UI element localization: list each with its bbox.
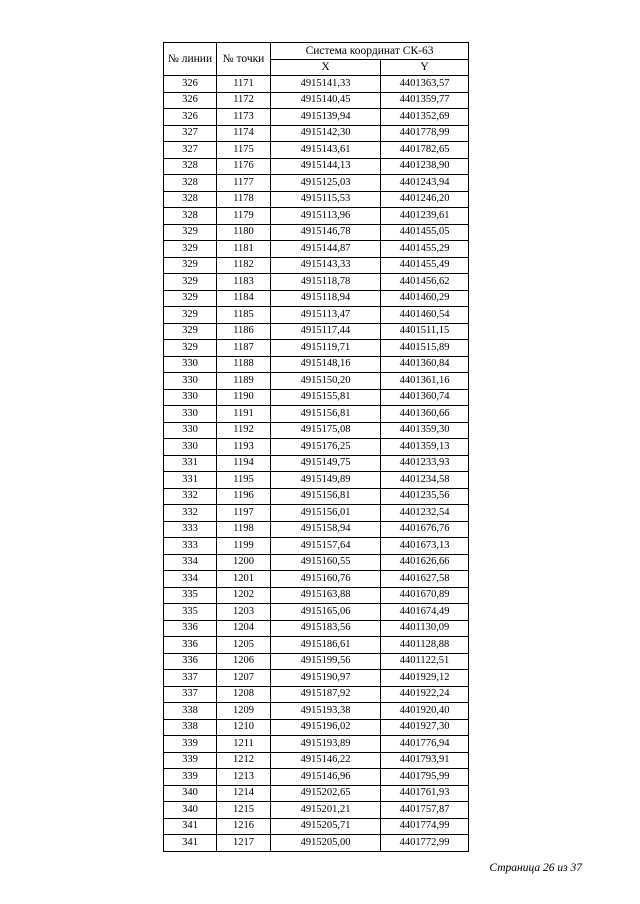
- cell-point-number: 1194: [217, 455, 271, 472]
- cell-x: 4915156,81: [271, 488, 381, 505]
- cell-point-number: 1214: [217, 785, 271, 802]
- page-number: Страница 26 из 37: [489, 862, 582, 874]
- cell-point-number: 1188: [217, 356, 271, 373]
- cell-x: 4915146,22: [271, 752, 381, 769]
- cell-x: 4915201,21: [271, 802, 381, 819]
- cell-x: 4915183,56: [271, 620, 381, 637]
- table-row: [164, 703, 469, 720]
- cell-y: 4401670,89: [381, 587, 469, 604]
- cell-y: 4401782,65: [381, 142, 469, 159]
- table-row: [164, 538, 469, 555]
- cell-x: 4915141,33: [271, 76, 381, 93]
- cell-x: 4915119,71: [271, 340, 381, 357]
- header-coordinate-system: Система координат СК-63: [271, 43, 469, 60]
- table-row: [164, 340, 469, 357]
- cell-point-number: 1217: [217, 835, 271, 852]
- table-row: [164, 620, 469, 637]
- cell-point-number: 1181: [217, 241, 271, 258]
- table-row: [164, 719, 469, 736]
- header-line-number: № линии: [164, 43, 217, 76]
- cell-y: 4401776,94: [381, 736, 469, 753]
- cell-x: 4915149,75: [271, 455, 381, 472]
- table-row: [164, 653, 469, 670]
- cell-point-number: 1174: [217, 125, 271, 142]
- table-row: [164, 307, 469, 324]
- table-row: [164, 323, 469, 340]
- cell-line-number: 329: [164, 307, 217, 324]
- cell-line-number: 336: [164, 620, 217, 637]
- cell-line-number: 333: [164, 521, 217, 538]
- header-x: X: [271, 59, 381, 76]
- cell-x: 4915205,00: [271, 835, 381, 852]
- table-row: [164, 521, 469, 538]
- cell-point-number: 1187: [217, 340, 271, 357]
- cell-x: 4915190,97: [271, 670, 381, 687]
- cell-line-number: 327: [164, 142, 217, 159]
- cell-line-number: 329: [164, 241, 217, 258]
- cell-point-number: 1198: [217, 521, 271, 538]
- cell-y: 4401361,16: [381, 373, 469, 390]
- cell-point-number: 1213: [217, 769, 271, 786]
- cell-y: 4401757,87: [381, 802, 469, 819]
- cell-point-number: 1186: [217, 323, 271, 340]
- table-row: [164, 142, 469, 159]
- table-row: [164, 389, 469, 406]
- cell-line-number: 330: [164, 406, 217, 423]
- cell-point-number: 1189: [217, 373, 271, 390]
- cell-y: 4401246,20: [381, 191, 469, 208]
- table-row: [164, 257, 469, 274]
- cell-line-number: 339: [164, 736, 217, 753]
- cell-y: 4401673,13: [381, 538, 469, 555]
- cell-point-number: 1206: [217, 653, 271, 670]
- cell-line-number: 330: [164, 422, 217, 439]
- cell-line-number: 331: [164, 472, 217, 489]
- cell-line-number: 334: [164, 554, 217, 571]
- cell-line-number: 339: [164, 752, 217, 769]
- table-row: [164, 175, 469, 192]
- table-row: [164, 76, 469, 93]
- table-row: [164, 158, 469, 175]
- cell-line-number: 330: [164, 373, 217, 390]
- cell-y: 4401360,74: [381, 389, 469, 406]
- cell-point-number: 1178: [217, 191, 271, 208]
- cell-line-number: 326: [164, 76, 217, 93]
- cell-line-number: 336: [164, 637, 217, 654]
- cell-point-number: 1200: [217, 554, 271, 571]
- cell-line-number: 328: [164, 158, 217, 175]
- cell-point-number: 1211: [217, 736, 271, 753]
- cell-x: 4915146,96: [271, 769, 381, 786]
- cell-x: 4915199,56: [271, 653, 381, 670]
- cell-y: 4401359,77: [381, 92, 469, 109]
- cell-point-number: 1183: [217, 274, 271, 291]
- cell-y: 4401455,05: [381, 224, 469, 241]
- cell-x: 4915157,64: [271, 538, 381, 555]
- cell-line-number: 329: [164, 290, 217, 307]
- cell-y: 4401455,49: [381, 257, 469, 274]
- table-row: [164, 587, 469, 604]
- table-row: [164, 637, 469, 654]
- cell-y: 4401235,56: [381, 488, 469, 505]
- cell-x: 4915193,89: [271, 736, 381, 753]
- cell-line-number: 340: [164, 785, 217, 802]
- table-row: [164, 208, 469, 225]
- cell-line-number: 326: [164, 109, 217, 126]
- cell-line-number: 329: [164, 257, 217, 274]
- cell-line-number: 341: [164, 818, 217, 835]
- cell-y: 4401460,29: [381, 290, 469, 307]
- cell-x: 4915148,16: [271, 356, 381, 373]
- cell-x: 4915143,33: [271, 257, 381, 274]
- cell-y: 4401795,99: [381, 769, 469, 786]
- table-row: [164, 802, 469, 819]
- table-row: [164, 505, 469, 522]
- cell-y: 4401360,66: [381, 406, 469, 423]
- cell-line-number: 330: [164, 356, 217, 373]
- cell-y: 4401360,84: [381, 356, 469, 373]
- cell-y: 4401920,40: [381, 703, 469, 720]
- cell-y: 4401234,58: [381, 472, 469, 489]
- cell-x: 4915156,81: [271, 406, 381, 423]
- cell-point-number: 1199: [217, 538, 271, 555]
- cell-line-number: 337: [164, 670, 217, 687]
- cell-point-number: 1182: [217, 257, 271, 274]
- cell-x: 4915113,96: [271, 208, 381, 225]
- cell-line-number: 332: [164, 505, 217, 522]
- cell-line-number: 329: [164, 340, 217, 357]
- table-row: [164, 356, 469, 373]
- cell-point-number: 1203: [217, 604, 271, 621]
- table-row: [164, 125, 469, 142]
- cell-x: 4915118,78: [271, 274, 381, 291]
- cell-point-number: 1177: [217, 175, 271, 192]
- table-row: [164, 670, 469, 687]
- cell-y: 4401793,91: [381, 752, 469, 769]
- cell-point-number: 1209: [217, 703, 271, 720]
- cell-x: 4915165,06: [271, 604, 381, 621]
- cell-line-number: 340: [164, 802, 217, 819]
- cell-line-number: 330: [164, 389, 217, 406]
- cell-y: 4401511,15: [381, 323, 469, 340]
- cell-y: 4401122,51: [381, 653, 469, 670]
- cell-y: 4401676,76: [381, 521, 469, 538]
- cell-point-number: 1193: [217, 439, 271, 456]
- cell-y: 4401352,69: [381, 109, 469, 126]
- cell-y: 4401456,62: [381, 274, 469, 291]
- table-row: [164, 769, 469, 786]
- cell-y: 4401626,66: [381, 554, 469, 571]
- cell-point-number: 1171: [217, 76, 271, 93]
- cell-line-number: 341: [164, 835, 217, 852]
- cell-line-number: 328: [164, 191, 217, 208]
- cell-point-number: 1195: [217, 472, 271, 489]
- cell-y: 4401233,93: [381, 455, 469, 472]
- cell-x: 4915186,61: [271, 637, 381, 654]
- cell-y: 4401359,30: [381, 422, 469, 439]
- cell-point-number: 1216: [217, 818, 271, 835]
- table-row: [164, 109, 469, 126]
- table-row: [164, 785, 469, 802]
- cell-y: 4401232,54: [381, 505, 469, 522]
- cell-point-number: 1208: [217, 686, 271, 703]
- cell-line-number: 327: [164, 125, 217, 142]
- table-row: [164, 373, 469, 390]
- table-header: [164, 43, 469, 76]
- table-row: [164, 439, 469, 456]
- table-body: [164, 76, 469, 852]
- cell-point-number: 1210: [217, 719, 271, 736]
- cell-point-number: 1205: [217, 637, 271, 654]
- table-row: [164, 422, 469, 439]
- cell-y: 4401243,94: [381, 175, 469, 192]
- cell-x: 4915117,44: [271, 323, 381, 340]
- table-row: [164, 274, 469, 291]
- cell-y: 4401929,12: [381, 670, 469, 687]
- cell-line-number: 330: [164, 439, 217, 456]
- cell-line-number: 335: [164, 587, 217, 604]
- table-row: [164, 571, 469, 588]
- cell-x: 4915144,13: [271, 158, 381, 175]
- table-row: [164, 241, 469, 258]
- cell-x: 4915160,76: [271, 571, 381, 588]
- table-row: [164, 406, 469, 423]
- cell-point-number: 1191: [217, 406, 271, 423]
- cell-x: 4915160,55: [271, 554, 381, 571]
- cell-point-number: 1172: [217, 92, 271, 109]
- cell-point-number: 1192: [217, 422, 271, 439]
- cell-y: 4401128,88: [381, 637, 469, 654]
- cell-x: 4915149,89: [271, 472, 381, 489]
- cell-y: 4401927,30: [381, 719, 469, 736]
- table-row: [164, 455, 469, 472]
- table-row: [164, 835, 469, 852]
- cell-x: 4915196,02: [271, 719, 381, 736]
- cell-line-number: 338: [164, 719, 217, 736]
- cell-x: 4915205,71: [271, 818, 381, 835]
- cell-line-number: 335: [164, 604, 217, 621]
- cell-y: 4401239,61: [381, 208, 469, 225]
- cell-point-number: 1185: [217, 307, 271, 324]
- cell-point-number: 1215: [217, 802, 271, 819]
- cell-y: 4401761,93: [381, 785, 469, 802]
- cell-line-number: 332: [164, 488, 217, 505]
- cell-y: 4401238,90: [381, 158, 469, 175]
- cell-point-number: 1207: [217, 670, 271, 687]
- cell-x: 4915140,45: [271, 92, 381, 109]
- cell-y: 4401130,09: [381, 620, 469, 637]
- cell-point-number: 1176: [217, 158, 271, 175]
- cell-x: 4915155,81: [271, 389, 381, 406]
- cell-line-number: 328: [164, 175, 217, 192]
- cell-x: 4915144,87: [271, 241, 381, 258]
- cell-y: 4401515,89: [381, 340, 469, 357]
- cell-y: 4401627,58: [381, 571, 469, 588]
- cell-x: 4915156,01: [271, 505, 381, 522]
- table-row: [164, 472, 469, 489]
- cell-x: 4915143,61: [271, 142, 381, 159]
- cell-x: 4915115,53: [271, 191, 381, 208]
- table-row: [164, 224, 469, 241]
- table-row: [164, 736, 469, 753]
- cell-point-number: 1190: [217, 389, 271, 406]
- table-row: [164, 290, 469, 307]
- cell-point-number: 1202: [217, 587, 271, 604]
- cell-x: 4915139,94: [271, 109, 381, 126]
- cell-point-number: 1175: [217, 142, 271, 159]
- cell-y: 4401778,99: [381, 125, 469, 142]
- cell-point-number: 1173: [217, 109, 271, 126]
- cell-line-number: 326: [164, 92, 217, 109]
- cell-line-number: 329: [164, 323, 217, 340]
- cell-y: 4401455,29: [381, 241, 469, 258]
- cell-y: 4401674,49: [381, 604, 469, 621]
- cell-point-number: 1204: [217, 620, 271, 637]
- cell-y: 4401922,24: [381, 686, 469, 703]
- cell-line-number: 329: [164, 274, 217, 291]
- cell-y: 4401460,54: [381, 307, 469, 324]
- cell-x: 4915142,30: [271, 125, 381, 142]
- coordinates-table: [163, 42, 469, 852]
- cell-x: 4915158,94: [271, 521, 381, 538]
- table-row: [164, 686, 469, 703]
- cell-point-number: 1184: [217, 290, 271, 307]
- table-row: [164, 554, 469, 571]
- cell-line-number: 334: [164, 571, 217, 588]
- cell-x: 4915187,92: [271, 686, 381, 703]
- cell-point-number: 1201: [217, 571, 271, 588]
- table-row: [164, 604, 469, 621]
- cell-line-number: 339: [164, 769, 217, 786]
- table-row: [164, 818, 469, 835]
- cell-line-number: 331: [164, 455, 217, 472]
- cell-line-number: 337: [164, 686, 217, 703]
- cell-point-number: 1179: [217, 208, 271, 225]
- cell-line-number: 338: [164, 703, 217, 720]
- header-y: Y: [381, 59, 469, 76]
- cell-x: 4915163,88: [271, 587, 381, 604]
- cell-line-number: 336: [164, 653, 217, 670]
- table-row: [164, 191, 469, 208]
- cell-line-number: 328: [164, 208, 217, 225]
- cell-y: 4401772,99: [381, 835, 469, 852]
- cell-x: 4915202,65: [271, 785, 381, 802]
- table-row: [164, 752, 469, 769]
- cell-y: 4401774,99: [381, 818, 469, 835]
- cell-y: 4401363,57: [381, 76, 469, 93]
- table-row: [164, 488, 469, 505]
- header-point-number: № точки: [217, 43, 271, 76]
- cell-x: 4915125,03: [271, 175, 381, 192]
- cell-x: 4915113,47: [271, 307, 381, 324]
- table-row: [164, 92, 469, 109]
- cell-line-number: 333: [164, 538, 217, 555]
- cell-x: 4915193,38: [271, 703, 381, 720]
- cell-x: 4915176,25: [271, 439, 381, 456]
- cell-x: 4915175,08: [271, 422, 381, 439]
- cell-point-number: 1196: [217, 488, 271, 505]
- cell-x: 4915118,94: [271, 290, 381, 307]
- cell-x: 4915150,20: [271, 373, 381, 390]
- cell-y: 4401359,13: [381, 439, 469, 456]
- cell-point-number: 1180: [217, 224, 271, 241]
- cell-point-number: 1212: [217, 752, 271, 769]
- cell-x: 4915146,78: [271, 224, 381, 241]
- cell-line-number: 329: [164, 224, 217, 241]
- cell-point-number: 1197: [217, 505, 271, 522]
